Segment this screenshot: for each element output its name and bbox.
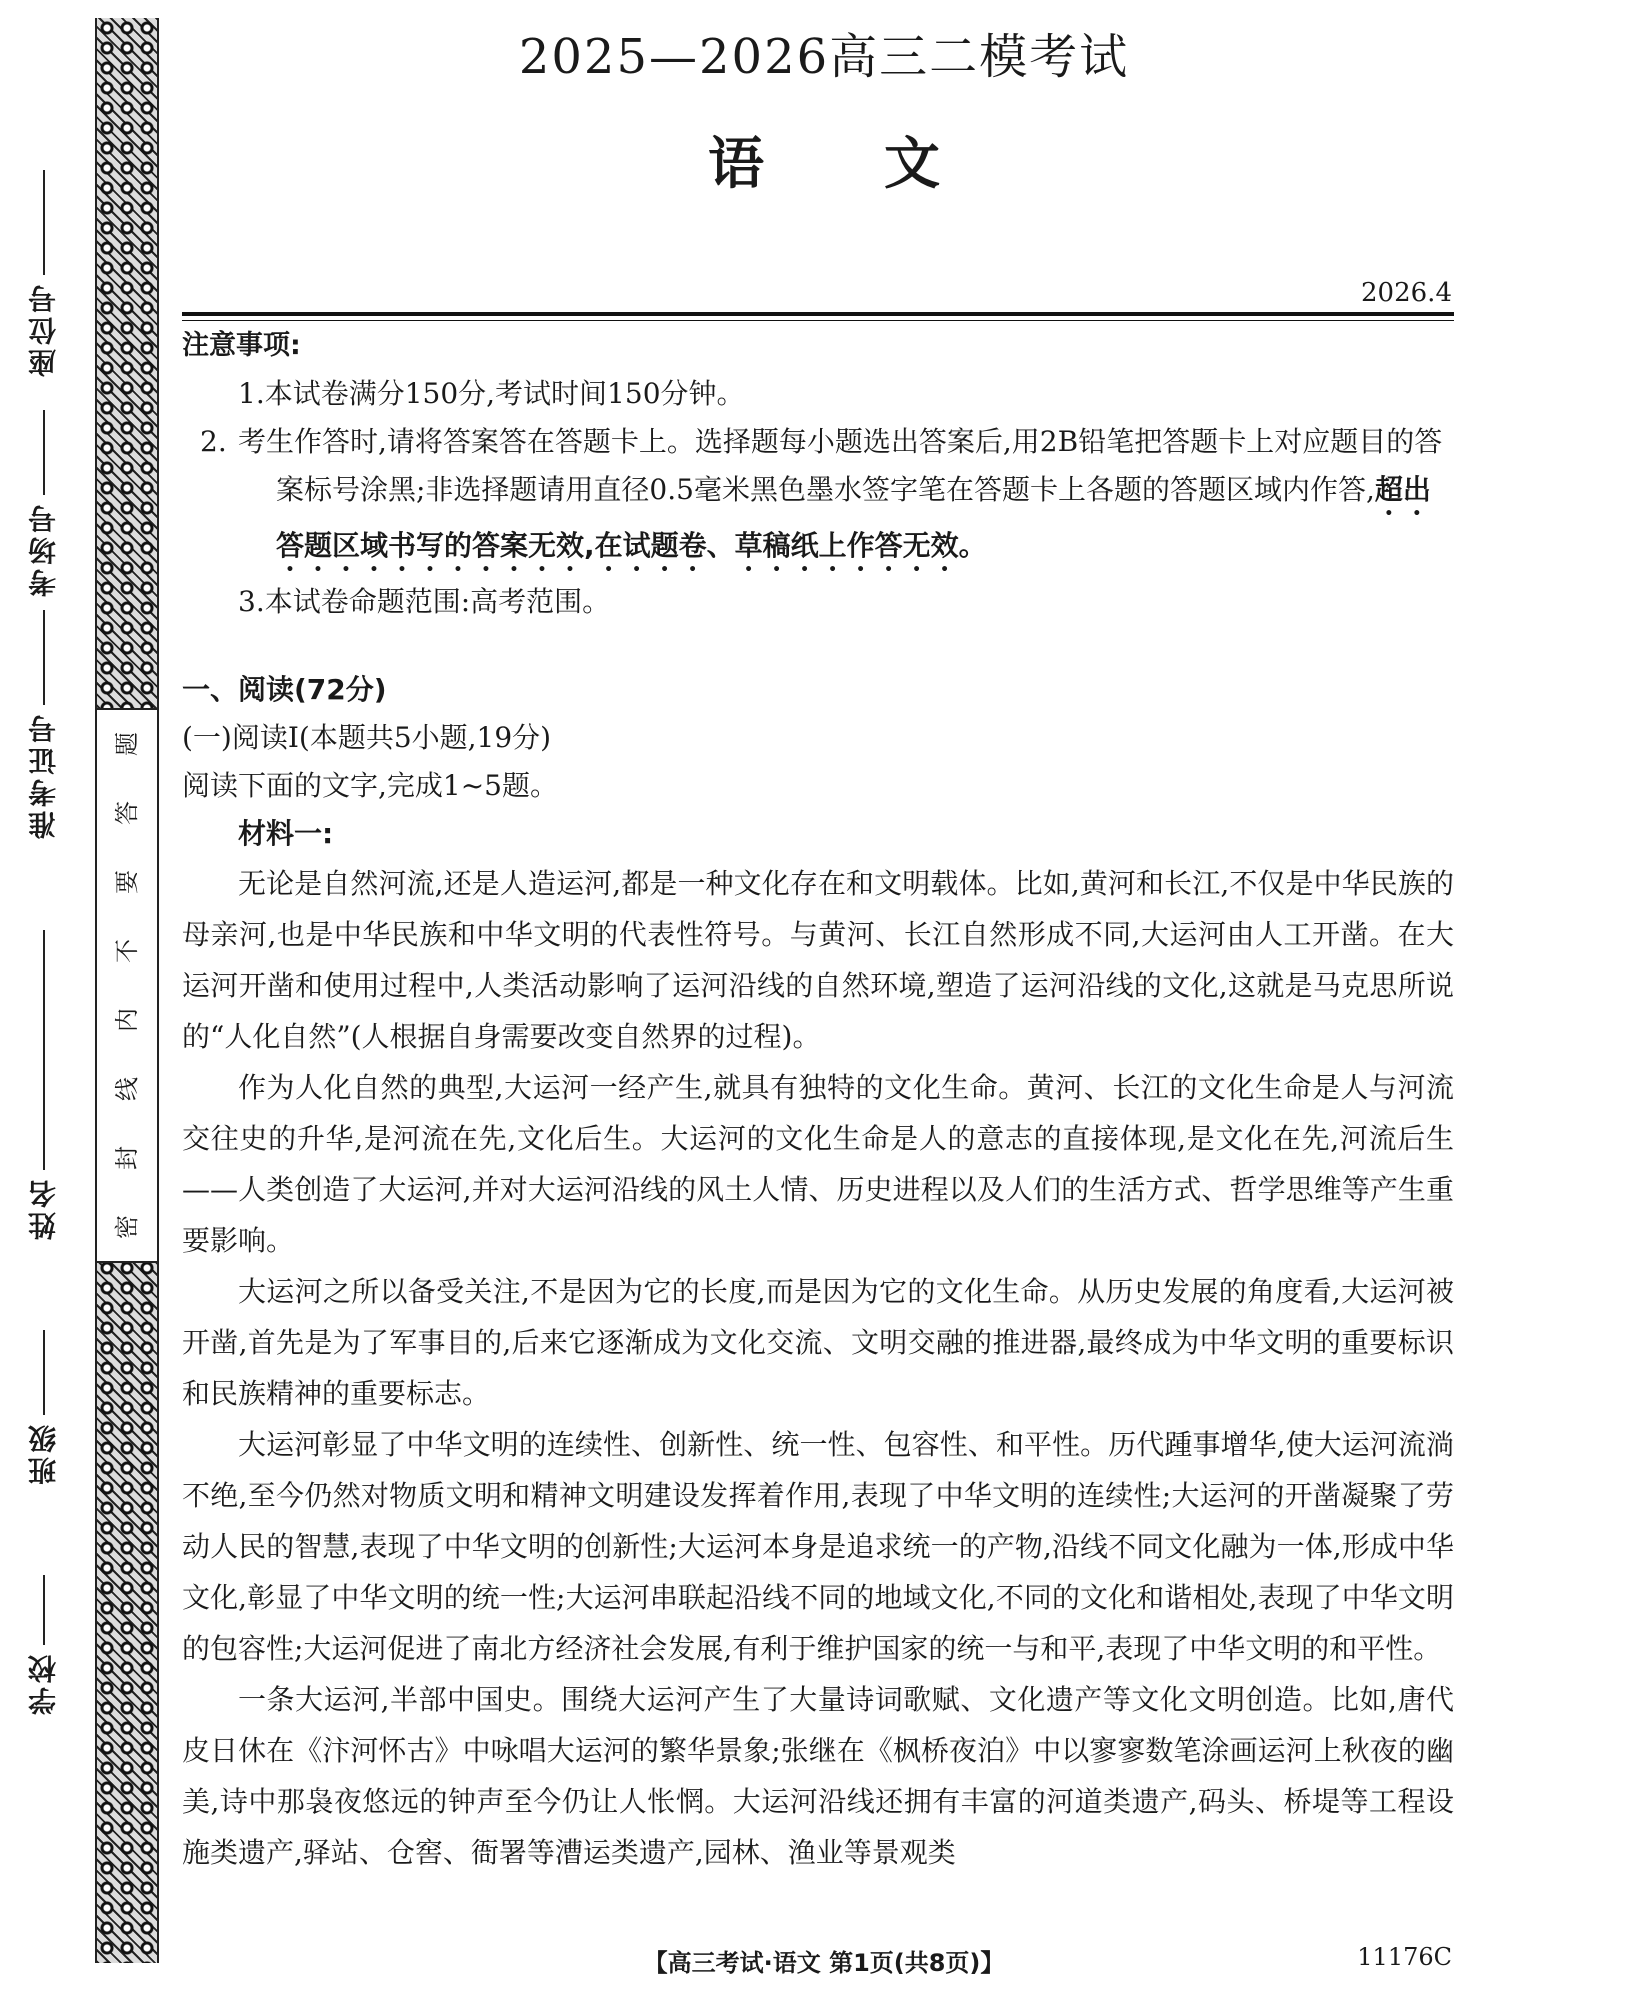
binding-char: 内 [113, 1008, 141, 1032]
notice-item: 1.本试卷满分150分,考试时间150分钟。 [238, 377, 745, 410]
passage-paragraph: 大运河之所以备受关注,不是因为它的长度,而是因为它的文化生命。从历史发展的角度看,大运河被开凿,首先是为了军事目的,后来它逐渐成为文化交流、文明交融的推进器,最终成为中华文明的重要标识和民族精神的重要标志。 [182, 1275, 1454, 1410]
name-label: 姓名 [27, 1176, 60, 1240]
seat-number-field[interactable] [22, 170, 66, 377]
subject-title: 语文 [708, 132, 1060, 197]
passage-paragraph: 一条大运河,半部中国史。围绕大运河产生了大量诗词歌赋、文化遗产等文化文明创造。比如,唐代皮日休在《汴河怀古》中咏唱大运河的繁华景象;张继在《枫桥夜泊》中以寥寥数笔涂画运河上秋夜的幽美,诗中那袅夜悠远的钟声至今仍让人怅惘。大运河沿线还拥有丰富的河道类遗产,码头、桥堤等工程设施类遗产,驿站、仓窖、衙署等漕运类遗产,园林、渔业等景观类 [182, 1683, 1454, 1869]
class-label: 班级 [27, 1421, 60, 1485]
school-blank[interactable] [43, 1575, 45, 1645]
class-field[interactable] [22, 1330, 66, 1485]
footer-page-info: 【高三考试·语文 第1页(共8页)】 [643, 1949, 1005, 1977]
school-label: 学校 [27, 1651, 60, 1715]
header-rule-thin [182, 320, 1454, 321]
admission-number-field[interactable] [22, 610, 66, 839]
binding-notice [97, 708, 157, 1263]
school-field[interactable] [22, 1575, 66, 1715]
name-blank[interactable] [43, 930, 45, 1170]
exam-content [182, 322, 1454, 1878]
exam-room-label: 考场号 [27, 501, 60, 597]
binding-char: 答 [113, 801, 141, 825]
exam-room-blank[interactable] [43, 410, 45, 495]
material-label: 材料一: [238, 817, 334, 850]
binding-char: 封 [113, 1146, 141, 1170]
admission-number-label: 准考证号 [27, 711, 60, 839]
class-blank[interactable] [43, 1330, 45, 1415]
binding-char: 不 [113, 939, 141, 963]
passage-paragraph: 大运河彰显了中华文明的连续性、创新性、统一性、包容性、和平性。历代踵事增华,使大运河流淌不绝,至今仍然对物质文明和精神文明建设发挥着作用,表现了中华文明的连续性;大运河的开凿凝聚了劳动人民的智慧,表现了中华文明的创新性;大运河本身是追求统一的产物,沿线不同文化融为一体,形成中华文化,彰显了中华文明的统一性;大运河串联起沿线不同的地域文化,不同的文化和谐相处,表现了中华文明的包容性;大运河促进了南北方经济社会发展,有利于维护国家的统一与和平,表现了中华文明的和平性。 [182, 1428, 1454, 1665]
binding-char: 要 [113, 870, 141, 894]
name-field[interactable] [22, 930, 66, 1240]
candidate-info-column [0, 0, 90, 2002]
header-rule [182, 312, 1454, 316]
binding-strip [95, 18, 159, 1963]
notice-item: 2. 考生作答时,请将答案答在答题卡上。选择题每小题选出答案后,用2B铅笔把答题卡上对应题目的答案标号涂黑;非选择题请用直径0.5毫米黑色墨水签字笔在答题卡上各题的答题区域内作答,超出答题区域书写的答案无效,在试题卷、草稿纸上作答无效。 [200, 425, 1443, 562]
sub-section-heading: (一)阅读Ⅰ(本题共5小题,19分) [182, 721, 552, 754]
admission-number-blank[interactable] [43, 610, 45, 705]
notice-emphasis: 超出答题区域书写的答案无效,在试题卷、草稿纸上作答无效。 [276, 473, 1431, 562]
section-heading: 一、阅读(72分) [182, 673, 387, 706]
binding-char: 题 [113, 732, 141, 756]
seat-number-label: 座位号 [27, 281, 60, 377]
exam-title: 2025—2026高三二模考试 [518, 29, 1130, 85]
passage-paragraph: 作为人化自然的典型,大运河一经产生,就具有独特的文化生命。黄河、长江的文化生命是人与河流交往史的升华,是河流在先,文化后生。大运河的文化生命是人的意志的直接体现,是文化在先,河流后生——人类创造了大运河,并对大运河沿线的风土人情、历史进程以及人们的生活方式、哲学思维等产生重要影响。 [182, 1071, 1454, 1257]
exam-room-field[interactable] [22, 410, 66, 597]
passage-paragraph: 无论是自然河流,还是人造运河,都是一种文化存在和文明载体。比如,黄河和长江,不仅是中华民族的母亲河,也是中华民族和中华文明的代表性符号。与黄河、长江自然形成不同,大运河由人工开凿。在大运河开凿和使用过程中,人类活动影响了运河沿线的自然环境,塑造了运河沿线的文化,这就是马克思所说的“人化自然”(人根据自身需要改变自然界的过程)。 [182, 867, 1454, 1053]
binding-char: 线 [113, 1077, 141, 1101]
binding-char: 密 [113, 1215, 141, 1239]
notice-item-text: 考生作答时,请将答案答在答题卡上。选择题每小题选出答案后,用2B铅笔把答题卡上对应题目的答案标号涂黑;非选择题请用直径0.5毫米黑色墨水签字笔在答题卡上各题的答题区域内作答, [238, 425, 1443, 506]
reading-instruction: 阅读下面的文字,完成1~5题。 [182, 769, 558, 802]
notice-heading: 注意事项: [182, 330, 301, 361]
exam-date: 2026.4 [1361, 278, 1452, 308]
notice-item: 3.本试卷命题范围:高考范围。 [238, 585, 611, 618]
paper-code: 11176C [1357, 1943, 1452, 1971]
